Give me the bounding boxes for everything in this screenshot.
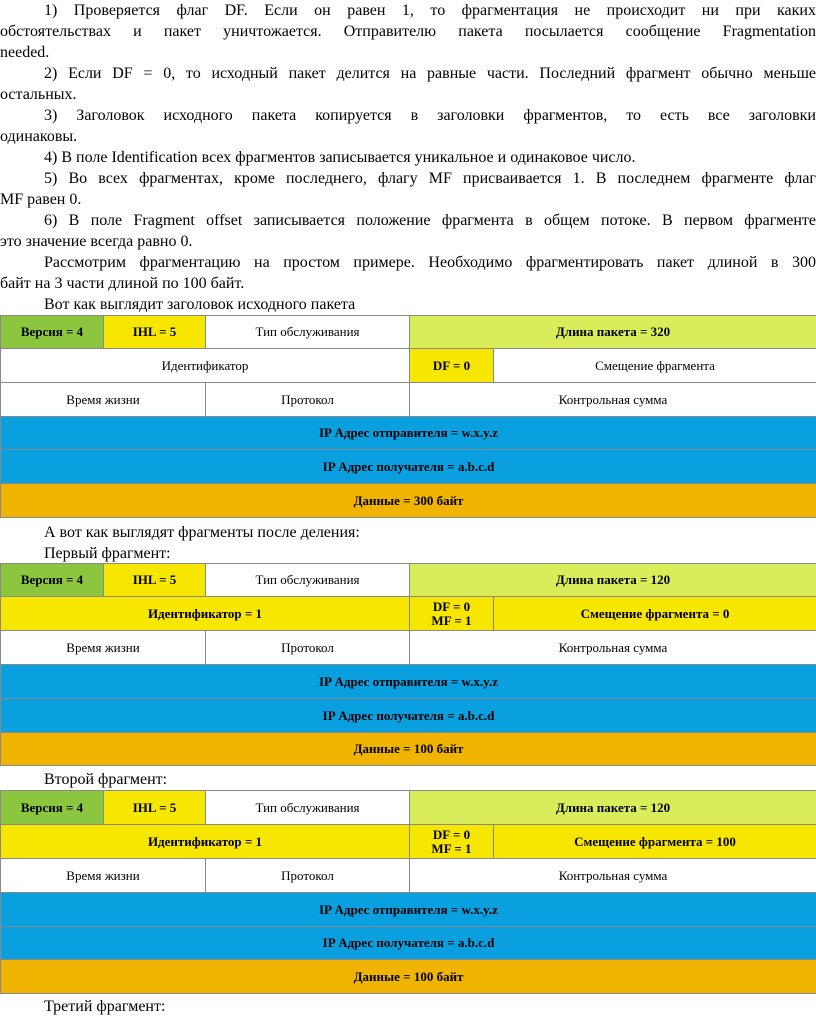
destination-ip-field: IP Адрес получателя = a.b.c.d	[1, 450, 816, 484]
original-header-table	[0, 315, 816, 518]
identification-field: Идентификатор	[1, 349, 410, 383]
source-ip-field: IP Адрес отправителя = w.x.y.z	[1, 417, 816, 450]
paragraph-6-line-2: это значение всегда равно 0.	[0, 233, 193, 250]
ihl-field: IHL = 5	[104, 791, 206, 825]
destination-ip-field: IP Адрес получателя = a.b.c.d	[1, 927, 816, 960]
paragraph-3-line-1: 3) Заголовок исходного пакета копируется в заголовки фрагментов, то есть все заголовки	[44, 107, 816, 124]
checksum-field: Контрольная сумма	[410, 859, 816, 893]
paragraph-5-line-2: MF равен 0.	[0, 191, 82, 208]
flags-field	[410, 597, 494, 631]
length-field: Длина пакета = 320	[410, 316, 816, 349]
caption-third-fragment: Третий фрагмент:	[44, 998, 166, 1015]
ttl-field: Время жизни	[1, 383, 206, 417]
offset-field: Смещение фрагмента	[494, 349, 816, 383]
version-field: Версия = 4	[1, 564, 104, 597]
tos-field: Тип обслуживания	[206, 564, 410, 597]
ihl-field: IHL = 5	[104, 564, 206, 597]
paragraph-4-line-1: 4) В поле Identification всех фрагментов записывается уникальное и одинаковое число.	[44, 149, 636, 166]
version-field: Версия = 4	[1, 316, 104, 349]
paragraph-2-line-2: остальных.	[0, 86, 77, 103]
paragraph-1-line-1: 1) Проверяется флаг DF. Если он равен 1, то фрагментация не происходит ни при каких	[44, 2, 816, 19]
caption-original-header: Вот как выглядит заголовок исходного пакета	[44, 296, 356, 313]
paragraph-1-line-3: needed.	[0, 44, 50, 61]
fragment-2-header-table	[0, 790, 816, 994]
source-ip-field: IP Адрес отправителя = w.x.y.z	[1, 665, 816, 699]
identification-field: Идентификатор = 1	[1, 597, 410, 631]
source-ip-field: IP Адрес отправителя = w.x.y.z	[1, 893, 816, 927]
ttl-field: Время жизни	[1, 631, 206, 665]
fragment-1-header-table	[0, 563, 816, 766]
identification-field: Идентификатор = 1	[1, 825, 410, 859]
paragraph-7-line-2: байт на 3 части длиной по 100 байт.	[0, 275, 245, 292]
df-flag: DF = 0	[432, 826, 471, 842]
data-field: Данные = 300 байт	[1, 484, 816, 518]
offset-field: Смещение фрагмента = 100	[494, 825, 816, 859]
mf-flag: MF = 1	[431, 840, 472, 856]
df-flag-field: DF = 0	[410, 349, 494, 383]
df-flag: DF = 0	[432, 598, 471, 614]
checksum-field: Контрольная сумма	[410, 383, 816, 417]
caption-second-fragment: Второй фрагмент:	[44, 771, 168, 788]
paragraph-5-line-1: 5) Во всех фрагментах, кроме последнего, флагу MF присваивается 1. В последнем фрагменте флаг	[44, 170, 816, 187]
paragraph-3-line-2: одинаковы.	[0, 128, 78, 145]
ihl-field: IHL = 5	[104, 316, 206, 349]
paragraph-7-line-1: Рассмотрим фрагментацию на простом примере. Необходимо фрагментировать пакет длиной в 300	[44, 254, 816, 271]
flags-field	[410, 825, 494, 859]
caption-first-fragment: Первый фрагмент:	[44, 545, 171, 562]
ttl-field: Время жизни	[1, 859, 206, 893]
protocol-field: Протокол	[206, 631, 410, 665]
protocol-field: Протокол	[206, 383, 410, 417]
data-field: Данные = 100 байт	[1, 733, 816, 766]
version-field: Версия = 4	[1, 791, 104, 825]
data-field: Данные = 100 байт	[1, 960, 816, 994]
checksum-field: Контрольная сумма	[410, 631, 816, 665]
caption-after-split: А вот как выглядят фрагменты после деления:	[44, 524, 360, 541]
protocol-field: Протокол	[206, 859, 410, 893]
tos-field: Тип обслуживания	[206, 316, 410, 349]
offset-field: Смещение фрагмента = 0	[494, 597, 816, 631]
paragraph-6-line-1: 6) В поле Fragment offset записывается положение фрагмента в общем потоке. В первом фрагменте	[44, 212, 816, 229]
length-field: Длина пакета = 120	[410, 791, 816, 825]
tos-field: Тип обслуживания	[206, 791, 410, 825]
paragraph-1-line-2: обстоятельствах и пакет уничтожается. Отправителю пакета посылается сообщение Fragmentation	[0, 23, 816, 40]
paragraph-2-line-1: 2) Если DF = 0, то исходный пакет делится на равные части. Последний фрагмент обычно меньше	[44, 65, 816, 82]
length-field: Длина пакета = 120	[410, 564, 816, 597]
destination-ip-field: IP Адрес получателя = a.b.c.d	[1, 699, 816, 733]
mf-flag: MF = 1	[431, 612, 472, 628]
